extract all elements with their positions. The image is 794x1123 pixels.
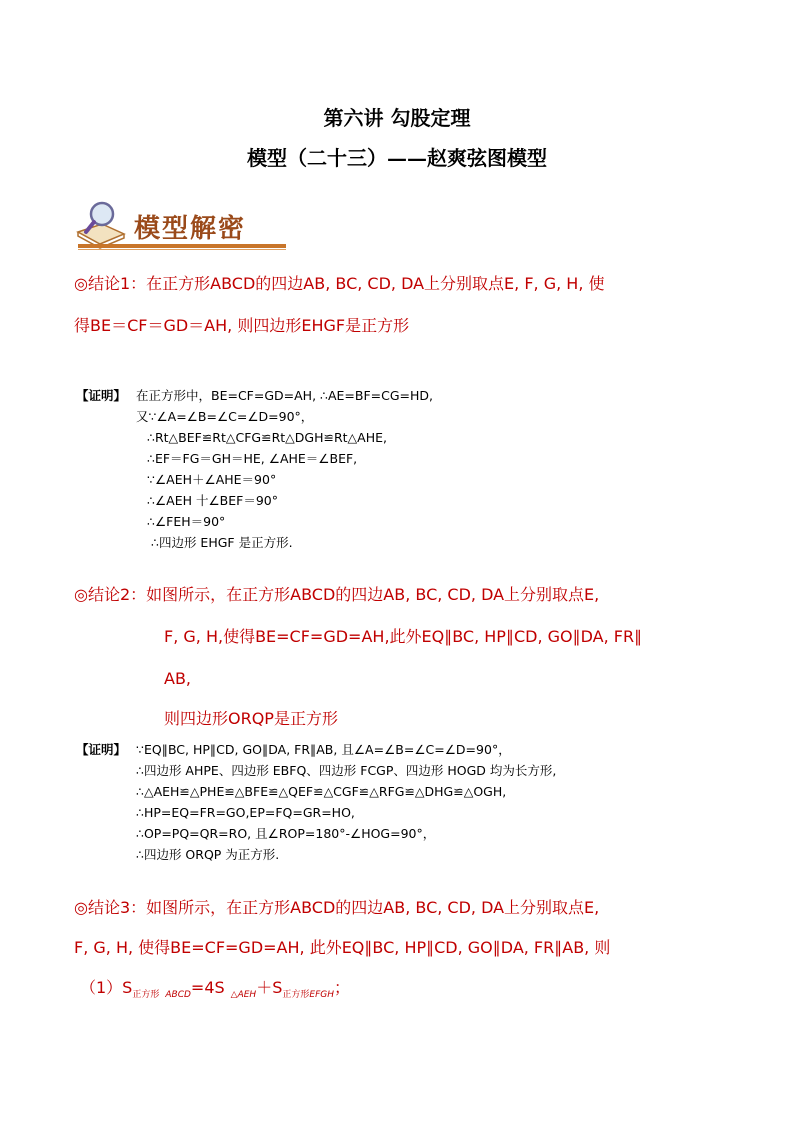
model-title: 模型（二十三）——赵爽弦图模型	[247, 146, 547, 170]
formula-end: ；	[334, 978, 351, 997]
formula-mid: =4S	[190, 978, 225, 997]
formula-sub-abcd: ABCD	[165, 990, 191, 1000]
formula-sub-triangle: △AEH	[230, 990, 257, 1000]
proof-1-label: 【证明】	[76, 388, 127, 403]
proof-1-line: 在正方形中，BE=CF=GD=AH, ∴AE=BF=CG=HD,	[136, 388, 434, 403]
proof-1-line: ∴EF＝FG＝GH＝HE, ∠AHE＝∠BEF,	[147, 451, 358, 466]
proof-1-line: ∴∠AEH 十∠BEF＝90°	[147, 493, 279, 508]
badge-label: 模型解密	[134, 214, 247, 244]
conclusion-2-line-2: F, G, H,使得BE=CF=GD=AH,此外EQ∥BC, HP∥CD, GO∥DA, FR∥	[164, 627, 643, 646]
conclusion-3-line-2: F, G, H, 使得BE=CF=GD=AH, 此外EQ∥BC, HP∥CD, GO∥DA, FR∥AB, 则	[74, 938, 611, 957]
formula-sub-efgh: EFGH	[309, 990, 334, 1000]
lecture-title: 第六讲 勾股定理	[323, 106, 471, 130]
proof-1-line: 又∵∠A=∠B=∠C=∠D=90°，	[136, 409, 314, 424]
conclusion-3-line-1: ◎结论3：如图所示，在正方形ABCD的四边AB, BC, CD, DA上分别取点E,	[74, 898, 600, 917]
conclusion-3-formula	[80, 976, 350, 1007]
conclusion-1-line-1: ◎结论1：在正方形ABCD的四边AB, BC, CD, DA上分别取点E, F, G, H, 使	[74, 274, 605, 293]
formula-sub-square: 正方形	[132, 990, 160, 1000]
conclusion-1-line-2: 得BE＝CF＝GD＝AH, 则四边形EHGF是正方形	[74, 316, 410, 335]
proof-2-line: ∴HP=EQ=FR=GO,EP=FQ=GR=HO,	[136, 805, 355, 820]
conclusion-2-line-3: AB,	[164, 669, 192, 688]
badge-underline-thin	[78, 249, 286, 250]
conclusion-2-line-4: 则四边形ORQP是正方形	[164, 709, 338, 728]
proof-2-line: ∴△AEH≌△PHE≌△BFE≌△QEF≌△CGF≌△RFG≌△DHG≌△OGH,	[136, 784, 507, 799]
section-badge	[72, 198, 288, 254]
formula-prefix: （1）S	[80, 978, 133, 997]
formula-sub-square-2: 正方形	[282, 990, 310, 1000]
badge-underline	[78, 244, 286, 248]
proof-1-line: ∵∠AEH＋∠AHE＝90°	[147, 472, 277, 487]
proof-2-line: ∵EQ∥BC, HP∥CD, GO∥DA, FR∥AB, 且∠A=∠B=∠C=∠D=90°，	[136, 742, 511, 757]
conclusion-2-line-1: ◎结论2：如图所示，在正方形ABCD的四边AB, BC, CD, DA上分别取点E,	[74, 585, 600, 604]
proof-2-line: ∴OP=PQ=QR=RO, 且∠ROP=180°-∠HOG=90°，	[136, 826, 436, 841]
proof-1-line: ∴Rt△BEF≌Rt△CFG≌Rt△DGH≌Rt△AHE,	[147, 430, 387, 445]
proof-2-label: 【证明】	[76, 742, 127, 757]
formula-plus: ＋S	[256, 978, 283, 997]
proof-1-line: ∴∠FEH＝90°	[147, 514, 226, 529]
proof-1-line: ∴四边形 EHGF 是正方形.	[151, 535, 293, 550]
proof-2-line: ∴四边形 AHPE、四边形 EBFQ、四边形 FCGP、四边形 HOGD 均为长方形,	[136, 763, 557, 778]
proof-2-line: ∴四边形 ORQP 为正方形.	[136, 847, 280, 862]
